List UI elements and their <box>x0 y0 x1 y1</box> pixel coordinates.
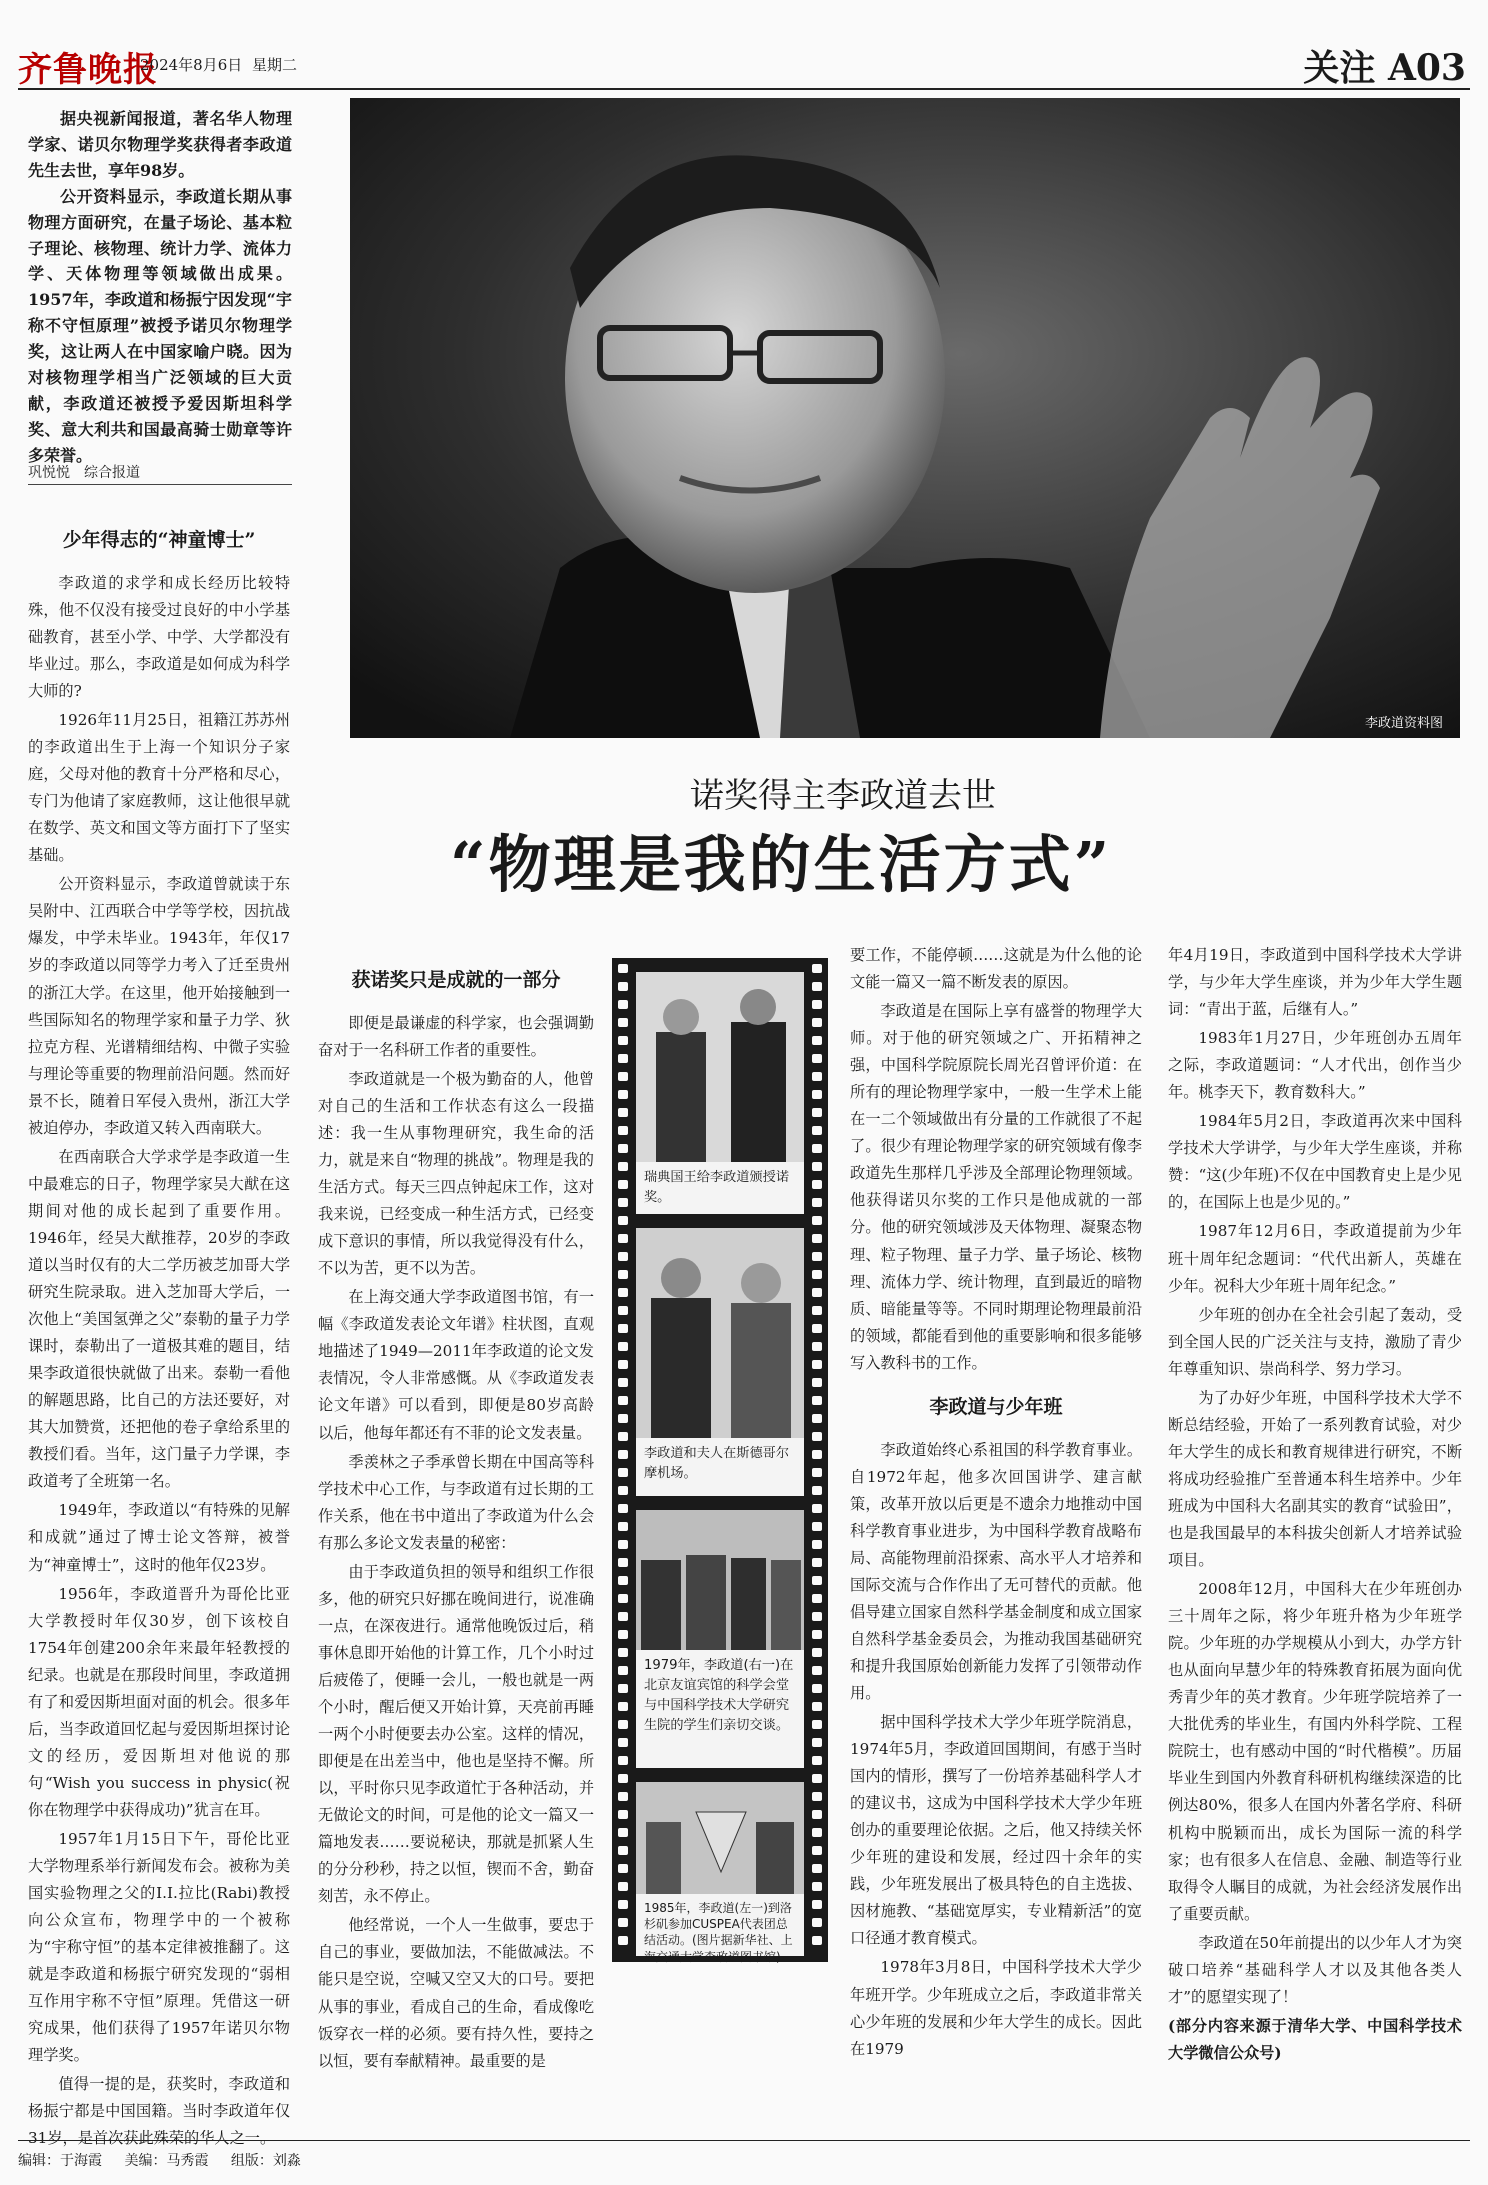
film-sprocket-hole <box>812 1522 822 1531</box>
film-sprocket-hole <box>618 1324 628 1333</box>
body-paragraph: 1949年，李政道以“有特殊的见解和成就”通过了博士论文答辩，被誉为“神童博士”，这时的他年仅23岁。 <box>28 1501 290 1574</box>
film-sprocket-hole <box>812 1864 822 1873</box>
body-paragraph: 要工作，不能停顿……这就是为什么他的论文能一篇又一篇不断发表的原因。 <box>850 946 1142 992</box>
film-sprocket-hole <box>618 1702 628 1711</box>
film-sprocket-hole <box>812 1738 822 1747</box>
film-sprocket-hole <box>812 1810 822 1819</box>
footer-art-editor: 美编：马秀霞 <box>124 2153 209 2169</box>
film-caption: 1985年，李政道(左一)到洛杉矶参加CUSPEA代表团总结活动。(图片据新华社、上海交通大学李政道图书馆) <box>636 1894 804 1956</box>
film-sprocket-hole <box>812 1342 822 1351</box>
film-sprocket-hole <box>618 1180 628 1189</box>
body-paragraph: 2008年12月，中国科大在少年班创办三十周年之际，将少年班升格为少年班学院。少年班的办学规模从小到大，办学方针也从面向早慧少年的特殊教育拓展为面向优秀青少年的英才教育。少年班学院培养了一大批优秀的毕业生，有国内外科学院、工程院院士，也有感动中国的“时代楷模”。历届毕业生到国内外教育科研机构继续深造的比例达80%，很多人在国内外著名学府、科研机构中脱颖而出，成长为国际一流的科学家；也有很多人在信息、金融、制造等行业取得令人瞩目的成就，为社会经济发展作出了重要贡献。 <box>1168 1580 1462 1923</box>
body-paragraph: 据中国科学技术大学少年班学院消息，1974年5月，李政道回国期间，有感于当时国内的情形，撰写了一份培养基础科学人才的建议书，这成为中国科学技术大学少年班创办的重要理论依据。之后，他又持续关怀少年班的建设和发展，经过四十余年的实践，少年班发展出了极具特色的自主选拔、因材施教、“基础宽厚实，专业精新活”的宽口径通才教育模式。 <box>850 1713 1142 1948</box>
film-photo-stockholm <box>636 1228 804 1438</box>
film-caption: 1979年，李政道(右一)在北京友谊宾馆的科学会堂与中国科学技术大学研究生院的学生们亲切交谈。 <box>636 1650 804 1768</box>
film-sprocket-hole <box>618 1072 628 1081</box>
film-sprocket-hole <box>812 1666 822 1675</box>
section-title-youth-class: 李政道与少年班 <box>929 1395 1063 1418</box>
film-caption: 瑞典国王给李政道颁授诺奖。 <box>636 1162 804 1214</box>
issue-weekday: 星期二 <box>252 56 298 74</box>
film-sprocket-hole <box>618 1558 628 1567</box>
body-paragraph: 1983年1月27日，少年班创办五周年之际，李政道题词：“人才代出，创作当少年。桃李天下，教育数科大。” <box>1168 1029 1462 1102</box>
film-sprocket-hole <box>618 1090 628 1099</box>
film-sprocket-hole <box>618 1486 628 1495</box>
footer-credits <box>18 2150 301 2170</box>
body-paragraph: 1984年5月2日，李政道再次来中国科学技术大学讲学，与少年大学生座谈，并称赞：“这(少年班)不仅在中国教育史上是少见的，在国际上也是少见的。” <box>1168 1112 1462 1212</box>
film-sprocket-hole <box>812 1414 822 1423</box>
source-note: (部分内容来源于清华大学、中国科学技术大学微信公众号) <box>1168 2016 1462 2062</box>
film-sprocket-hole <box>812 1126 822 1135</box>
film-sprocket-hole <box>812 1702 822 1711</box>
film-sprocket-hole <box>618 1018 628 1027</box>
footer-editor: 编辑：于海霞 <box>18 2153 102 2169</box>
film-sprocket-hole <box>812 1054 822 1063</box>
film-sprocket-hole <box>812 1072 822 1081</box>
film-sprocket-hole <box>812 1144 822 1153</box>
film-sprocket-hole <box>812 1288 822 1297</box>
film-sprocket-hole <box>812 1180 822 1189</box>
film-sprocket-hole <box>618 1000 628 1009</box>
film-sprocket-hole <box>812 1900 822 1909</box>
film-sprocket-hole <box>812 1198 822 1207</box>
film-sprocket-hole <box>812 1270 822 1279</box>
film-sprocket-hole <box>618 1828 628 1837</box>
film-sprocket-hole <box>812 1396 822 1405</box>
film-sprocket-hole <box>812 1630 822 1639</box>
film-sprocket-hole <box>618 1882 628 1891</box>
column-3 <box>850 942 1142 2065</box>
body-paragraph: 即便是最谦虚的科学家，也会强调勤奋对于一名科研工作者的重要性。 <box>318 1013 594 1059</box>
film-sprocket-hole <box>812 1108 822 1117</box>
film-sprocket-hole <box>812 1036 822 1045</box>
body-paragraph: 值得一提的是，获奖时，李政道和杨振宁都是中国国籍。当时李政道年仅31岁，是首次获此殊荣的华人之一。 <box>28 2075 290 2148</box>
body-paragraph: 少年班的创办在全社会引起了轰动，受到全国人民的广泛关注与支持，激励了青少年尊重知识、崇尚科学、努力学习。 <box>1168 1305 1462 1378</box>
film-sprocket-hole <box>812 1504 822 1513</box>
film-sprocket-hole <box>618 1846 628 1855</box>
column-2 <box>318 958 594 2077</box>
film-sprocket-hole <box>618 1054 628 1063</box>
film-sprocket-hole <box>618 1900 628 1909</box>
main-photo <box>350 98 1460 738</box>
headline-sub: 诺奖得主李政道去世 <box>690 776 996 816</box>
lead-rule <box>28 484 292 485</box>
film-sprocket-hole <box>812 1306 822 1315</box>
body-paragraph: 李政道就是一个极为勤奋的人，他曾对自己的生活和工作状态有这么一段描述：我一生从事物理研究，我生命的活力，就是来自“物理的挑战”。物理是我的生活方式。每天三四点钟起床工作，这对我来说，已经变成一种生活方式，已经变成下意识的事情，所以我觉得没有什么，不以为苦，更不以为苦。 <box>318 1069 594 1278</box>
film-caption: 李政道和夫人在斯德哥尔摩机场。 <box>636 1438 804 1496</box>
film-sprocket-hole <box>618 1144 628 1153</box>
lead-paragraph: 据央视新闻报道，著名华人物理学家、诺贝尔物理学奖获得者李政道先生去世，享年98岁。 <box>28 109 292 180</box>
body-paragraph: 公开资料显示，李政道曾就读于东吴附中、江西联合中学等学校，因抗战爆发，中学未毕业。1943年，年仅17岁的李政道以同等学力考入了迁至贵州的浙江大学。在这里，他开始接触到一些国际知名的物理学家和量子力学、狄拉克方程、光谱精细结构、中微子实验与理论等重要的物理前沿问题。然而好景不长，随着日军侵入贵州，浙江大学被迫停办，李政道又转入西南联大。 <box>28 875 290 1137</box>
film-strip <box>612 958 828 1962</box>
film-sprocket-hole <box>618 1756 628 1765</box>
film-sprocket-hole <box>812 1846 822 1855</box>
body-paragraph: 1956年，李政道晋升为哥伦比亚大学教授时年仅30岁，创下该校自1754年创建200余年来最年轻教授的纪录。也就是在那段时间里，李政道拥有了和爱因斯坦面对面的机会。很多年后，当李政道回忆起与爱因斯坦探讨论文的经历，爱因斯坦对他说的那句“Wish you success in physic(祝你在物理学中获得成功)”犹言在耳。 <box>28 1584 290 1819</box>
photo-placeholder-icon <box>636 1228 804 1438</box>
film-sprocket-hole <box>618 1432 628 1441</box>
film-sprocket-hole <box>812 1594 822 1603</box>
film-sprocket-hole <box>812 1450 822 1459</box>
film-sprocket-hole <box>618 1468 628 1477</box>
photo-placeholder-icon <box>636 972 804 1162</box>
film-sprocket-hole <box>618 1594 628 1603</box>
film-sprocket-hole <box>812 1882 822 1891</box>
body-paragraph: 李政道在50年前提出的以少年人才为突破口培养“基础科学人才以及其他各类人才”的愿望实现了！ <box>1168 1933 1462 2006</box>
film-sprocket-hole <box>618 1216 628 1225</box>
film-sprocket-hole <box>812 1090 822 1099</box>
body-paragraph: 李政道的求学和成长经历比较特殊，他不仅没有接受过良好的中小学基础教育，甚至小学、中学、大学都没有毕业过。那么，李政道是如何成为科学大师的? <box>28 573 290 700</box>
film-sprocket-hole <box>812 1000 822 1009</box>
film-sprocket-hole <box>618 1378 628 1387</box>
film-sprocket-hole <box>812 1378 822 1387</box>
film-sprocket-hole <box>812 1792 822 1801</box>
section-page-label: 关注 A03 <box>1303 47 1466 89</box>
film-sprocket-hole <box>812 1540 822 1549</box>
film-sprocket-hole <box>618 1522 628 1531</box>
film-sprocket-hole <box>618 1450 628 1459</box>
body-paragraph: 1987年12月6日，李政道提前为少年班十周年纪念题词：“代代出新人，英雄在少年。祝科大少年班十周年纪念。” <box>1168 1222 1462 1295</box>
headline-main: “物理是我的生活方式” <box>450 828 1113 901</box>
body-paragraph: 李政道始终心系祖国的科学教育事业。自1972年起，他多次回国讲学、建言献策，改革开放以后更是不遗余力地推动中国科学教育事业进步，为中国科学教育战略布局、高能物理前沿探索、高水平人才培养和国际交流与合作作出了无可替代的贡献。他倡导建立国家自然科学基金制度和成立国家自然科学基金委员会，为推动我国基础研究和提升我国原始创新能力发挥了引领带动作用。 <box>850 1440 1142 1702</box>
film-sprocket-hole <box>618 1252 628 1261</box>
film-photo-students <box>636 1510 804 1650</box>
film-sprocket-hole <box>812 1558 822 1567</box>
lead-summary <box>28 106 292 469</box>
column-1 <box>28 518 290 2155</box>
film-sprocket-hole <box>812 1486 822 1495</box>
newspaper-logo: 齐鲁晚报 <box>18 50 158 90</box>
photo-placeholder-icon <box>636 1510 804 1650</box>
film-sprocket-hole <box>618 982 628 991</box>
film-sprocket-hole <box>618 1360 628 1369</box>
film-sprocket-hole <box>618 1864 628 1873</box>
film-sprocket-hole <box>812 1756 822 1765</box>
film-sprocket-hole <box>812 1252 822 1261</box>
film-sprocket-hole <box>618 1504 628 1513</box>
body-paragraph: 1957年1月15日下午，哥伦比亚大学物理系举行新闻发布会。被称为美国实验物理之父的I.I.拉比(Rabi)教授向公众宣布，物理学中的一个被称为“宇称守恒”的基本定律被推翻了。这就是李政道和杨振宁研究发现的“弱相互作用宇称不守恒”原理。凭借这一研究成果，他们获得了1957年诺贝尔物理学奖。 <box>28 1829 290 2065</box>
footer-layout: 组版：刘淼 <box>230 2153 301 2169</box>
portrait-illustration <box>350 98 1460 738</box>
film-sprocket-hole <box>618 1684 628 1693</box>
photo-placeholder-icon <box>636 1782 804 1894</box>
film-sprocket-hole <box>812 1720 822 1729</box>
film-sprocket-hole <box>618 1288 628 1297</box>
film-sprocket-hole <box>812 982 822 991</box>
film-sprocket-hole <box>812 1576 822 1585</box>
body-paragraph: 在上海交通大学李政道图书馆，有一幅《李政道发表论文年谱》柱状图，直观地描述了1949—2011年李政道的论文发表情况，令人非常感慨。从《李政道发表论文年谱》可以看到，即便是80岁高龄以后，他每年都还有不菲的论文发表量。 <box>318 1288 594 1442</box>
body-paragraph: 年4月19日，李政道到中国科学技术大学讲学，与少年大学生座谈，并为少年大学生题词：“青出于蓝，后继有人。” <box>1168 946 1462 1019</box>
film-sprocket-hole <box>812 1360 822 1369</box>
film-sprocket-hole <box>812 964 822 973</box>
film-sprocket-hole <box>618 1612 628 1621</box>
body-paragraph: 为了办好少年班，中国科学技术大学不断总结经验，开始了一系列教育试验，对少年大学生的成长和教育规律进行研究，不断将成功经验推广至普通本科生培养中。少年班成为中国科大名副其实的教育“试验田”，也是我国最早的本科拔尖创新人才培养试验项目。 <box>1168 1388 1462 1570</box>
byline: 巩悦悦 综合报道 <box>28 465 140 481</box>
body-paragraph: 1926年11月25日，祖籍江苏苏州的李政道出生于上海一个知识分子家庭，父母对他的教育十分严格和尽心，专门为他请了家庭教师，这让他很早就在数学、英文和国文等方面打下了坚实基础。 <box>28 711 290 865</box>
header-rule <box>18 88 1470 90</box>
film-sprocket-hole <box>618 1918 628 1927</box>
body-paragraph: 由于李政道负担的领导和组织工作很多，他的研究只好挪在晚间进行，说准确一点，在深夜进行。通常他晚饭过后，稍事休息即开始他的计算工作，几个小时过后疲倦了，便睡一会儿，一般也就是一两个小时，醒后便又开始计算，天亮前再睡一两个小时便要去办公室。这样的情况，即便是在出差当中，他也是坚持不懈。所以，平时你只见李政道忙于各种活动，并无做论文的时间，可是他的论文一篇又一篇地发表……要说秘诀，那就是抓紧人生的分分秒秒，持之以恒，锲而不舍，勤奋刻苦，永不停止。 <box>318 1562 594 1906</box>
film-sprocket-hole <box>618 1666 628 1675</box>
film-sprocket-hole <box>812 1162 822 1171</box>
section-title-nobel: 获诺奖只是成就的一部分 <box>351 969 561 991</box>
film-sprocket-hole <box>812 1684 822 1693</box>
film-sprocket-hole <box>618 1810 628 1819</box>
film-sprocket-hole <box>618 1108 628 1117</box>
body-paragraph: 他经常说，一个人一生做事，要忠于自己的事业，要做加法，不能做减法。不能只是空说，空喊又空又大的口号。要把从事的事业，看成自己的生命，看成像吃饭穿衣一样的必须。要有持久性，要持之以恒，要有奉献精神。最重要的是 <box>318 1916 594 2070</box>
film-sprocket-hole <box>618 1936 628 1945</box>
film-sprocket-hole <box>812 1468 822 1477</box>
film-sprocket-hole <box>618 1234 628 1243</box>
film-sprocket-hole <box>618 1342 628 1351</box>
lead-paragraph: 公开资料显示，李政道长期从事物理方面研究，在量子场论、基本粒子理论、核物理、统计力学、流体力学、天体物理等领域做出成果。1957年，李政道和杨振宁因发现“宇称不守恒原理”被授予诺贝尔物理学奖，这让两人在中国家喻户晓。因为对核物理学相当广泛领域的巨大贡献，李政道还被授予爱因斯坦科学奖、意大利共和国最高骑士勋章等许多荣誉。 <box>28 186 292 465</box>
film-sprocket-hole <box>618 1396 628 1405</box>
film-sprocket-hole <box>618 1774 628 1783</box>
film-sprocket-hole <box>618 1738 628 1747</box>
film-sprocket-hole <box>812 1612 822 1621</box>
film-sprocket-hole <box>812 1324 822 1333</box>
column-4 <box>1168 942 1462 2069</box>
film-sprocket-hole <box>812 1828 822 1837</box>
body-paragraph: 李政道是在国际上享有盛誉的物理学大师。对于他的研究领域之广、开拓精神之强，中国科学院原院长周光召曾评价道：在所有的理论物理学家中，一般一生学术上能在一二个领域做出有分量的工作就很了不起了。很少有理论物理学家的研究领域有像李政道先生那样几乎涉及全部理论物理领域。他获得诺贝尔奖的工作只是他成就的一部分。他的研究领域涉及天体物理、凝聚态物理、粒子物理、量子力学、量子场论、核物理、流体力学、统计物理，直到最近的暗物质、暗能量等等。不同时期理论物理最前沿的领域，都能看到他的重要影响和很多能够写入教科书的工作。 <box>850 1002 1142 1372</box>
film-sprocket-hole <box>618 1630 628 1639</box>
film-sprocket-hole <box>618 1162 628 1171</box>
film-sprocket-hole <box>812 1936 822 1945</box>
body-paragraph: 在西南联合大学求学是李政道一生中最难忘的日子，物理学家吴大猷在这期间对他的成长起到了重要作用。1946年，经吴大猷推荐，20岁的李政道以当时仅有的大二学历被芝加哥大学研究生院录取。进入芝加哥大学后，一次他上“美国氢弹之父”泰勒的量子力学课时，泰勒出了一道极其难的题目，结果李政道很快就做了出来。泰勒一看他的解题思路，比自己的方法还要好，对其大加赞赏，还把他的卷子拿给系里的教授们看。当年，这门量子力学课，李政道考了全班第一名。 <box>28 1147 290 1491</box>
film-sprocket-hole <box>618 1576 628 1585</box>
film-photo-cuspea <box>636 1782 804 1894</box>
film-sprocket-hole <box>618 1198 628 1207</box>
film-sprocket-hole <box>618 1306 628 1315</box>
film-sprocket-hole <box>618 1126 628 1135</box>
film-sprocket-hole <box>812 1216 822 1225</box>
film-sprocket-hole <box>812 1774 822 1783</box>
film-sprocket-hole <box>618 1648 628 1657</box>
film-sprocket-hole <box>618 1270 628 1279</box>
film-sprocket-hole <box>618 1720 628 1729</box>
film-sprocket-hole <box>812 1018 822 1027</box>
issue-date: 2024年8月6日 <box>140 56 243 74</box>
film-sprocket-hole <box>618 1036 628 1045</box>
footer-rule <box>18 2140 1470 2141</box>
section-title-prodigy: 少年得志的“神童博士” <box>62 529 256 551</box>
film-sprocket-hole <box>812 1918 822 1927</box>
film-sprocket-hole <box>812 1648 822 1657</box>
film-sprocket-hole <box>812 1234 822 1243</box>
film-photo-nobel-award <box>636 972 804 1162</box>
film-sprocket-hole <box>618 964 628 973</box>
film-sprocket-hole <box>618 1414 628 1423</box>
body-paragraph: 1978年3月8日，中国科学技术大学少年班开学。少年班成立之后，李政道非常关心少年班的发展和少年大学生的成长。因此在1979 <box>850 1958 1142 2058</box>
film-sprocket-hole <box>812 1432 822 1441</box>
main-photo-caption: 李政道资料图 <box>1364 716 1443 731</box>
film-sprocket-hole <box>618 1792 628 1801</box>
film-sprocket-hole <box>618 1540 628 1549</box>
body-paragraph: 季羡林之子季承曾长期在中国高等科学技术中心工作，与李政道有过长期的工作关系，他在书中道出了李政道为什么会有那么多论文发表量的秘密： <box>318 1452 594 1552</box>
